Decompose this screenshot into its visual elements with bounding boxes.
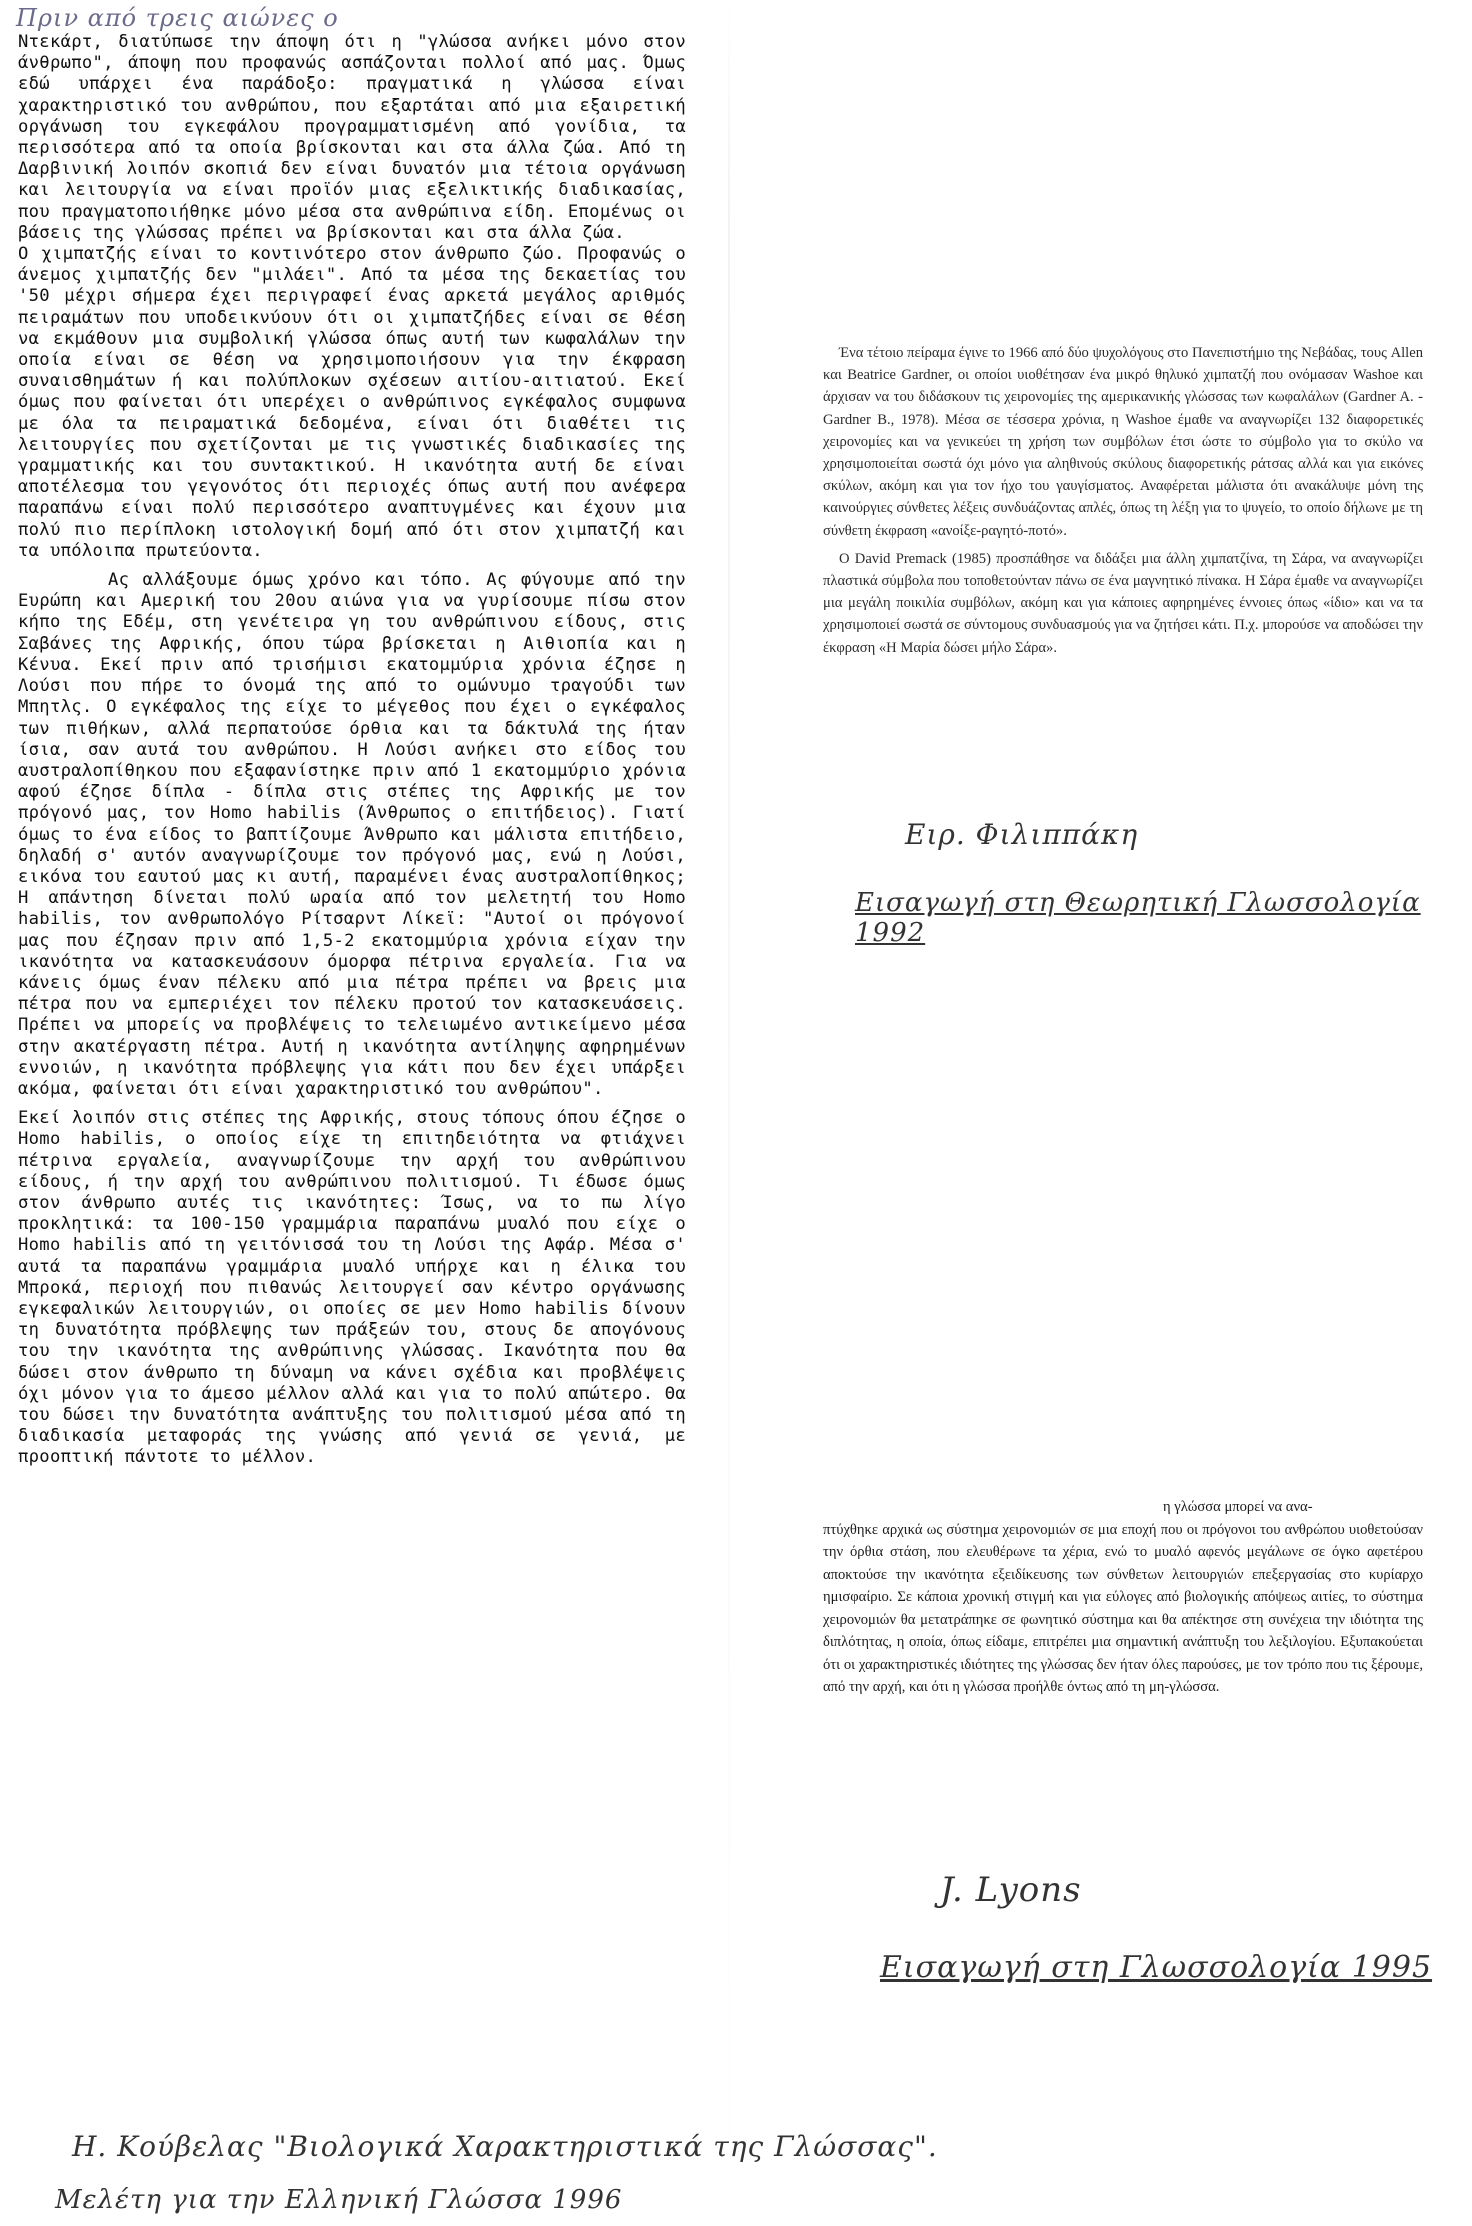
article-paragraph: Ας αλλάξουμε όμως χρόνο και τόπο. Ας φύγουμε από την Ευρώπη και Αμερική του 20ου αιώνα για να γυρίσουμε πίσω στον κήπο της Εδέμ, στη γενέτειρα γη του ανθρώπινου είδους, στις Σαβάνες της Αφρικής, όπου τώρα βρίσκεται η Αιθιοπία και η Κένυα. Εκεί πριν από τρισήμισι εκατομμύρια χρόνια έζησε η Λούσι που πήρε το όνομά της από το ομώνυμο τραγούδι των Μπητλς. Ο εγκέφαλος της είχε το μέγεθος που έχει ο εγκέφαλος των πιθήκων, αλλά περπατούσε όρθια και τα δάκτυλά της ήταν ίσια, σαν αυτά του ανθρώπου. Η Λούσι ανήκει στο είδος του αυστραλοπίθηκου που εξαφανίστηκε πριν από 1 εκατομμύριο χρόνια αφού έζησε δίπλα - δίπλα στις στέπες της Αφρικής με τον πρόγονό μας, τον Homo habilis (Άνθρωπος ο επιτήδειος). Γιατί όμως το ένα είδος το βαπτίζουμε Άνθρωπο και μάλιστα επιτήδειο, δηλαδή σ' αυτόν αναγνωρίζουμε τον πρόγονό μας, ενώ η Λούσι, εικόνα του εαυτού μας κι αυτή, παραμένει ένας αυστραλοπίθηκος; Η απάντηση δίνεται πολύ ωραία από τον μελετητή του Homo habilis, τον ανθρωπολόγο Ρίτσαρντ Λίκεϊ: "Αυτοί οι πρόγονοί μας που έζησαν πριν από 1,5-2 εκατομμύρια χρόνια είχαν την ικανότητα να κατασκευάσουν όμορφα πέτρινα εργαλεία. Για να κάνεις όμως έναν πέλεκυ από μια πέτρα πρέπει να βρεις μια πέτρα που να εμπεριέχει τον πέλεκυ προτού τον κατασκευάσεις. Πρέπει να μπορείς να προβλέψεις το τελειωμένο αντικείμενο μέσα στην ακατέργαστη πέτρα. Αυτή η ικανότητα αντίληψης αφηρημένων εννοιών, η ικανότητα πρόβλεψης για κάτι που δεν έχει υπάρξει ακόμα, φαίνεται ότι είναι χαρακτηριστικό του ανθρώπου". xyxy=(18,570,686,1099)
right-top-excerpt xyxy=(823,342,1423,659)
right-bottom-excerpt xyxy=(823,1496,1423,1699)
signature-author-2: J. Lyons xyxy=(940,1870,1082,1910)
excerpt-paragraph: Ο David Premack (1985) προσπάθησε να διδάξει μια άλλη χιμπατζίνα, τη Σάρα, να αναγνωρίζει πλαστικά σύμβολα που τοποθετούνταν πάνω σε ένα μαγνητικό πίνακα. Η Σάρα έμαθε να αναγνωρίζει μια μεγάλη ποικιλία συμβόλων, ακόμη και για κάποιες αφηρημένες έννοιες όπως «ίδιο» και να τα χρησιμοποιεί σωστά σε σύντομους συνδυασμούς για να ζητήσει κάτι. Π.χ. μπορούσε να αποδώσει την έκφραση «Η Μαρία δώσει μήλο Σάρα». xyxy=(823,550,1423,656)
article-paragraph: Ντεκάρτ, διατύπωσε την άποψη ότι η "γλώσσα ανήκει μόνο στον άνθρωπο", άποψη που προφανώς ασπάζονται πολλοί από μας. Όμως εδώ υπάρχει ένα παράδοξο: πραγματικά η γλώσσα είναι χαρακτηριστικό του ανθρώπου, που εξαρτάται από μια εξαιρετική οργάνωση του εγκεφάλου προγραμματισμένη από γονίδια, τα περισσότερα από τα οποία βρίσκονται και στα άλλα ζώα. Από τη Δαρβινική λοιπόν σκοπιά δεν είναι δυνατόν μια τέτοια οργάνωση και λειτουργία να είναι προϊόν μιας εξελικτικής διαδικασίας, που πραγματοποιήθηκε μόνο μέσα στα ανθρώπινα είδη. Επομένως οι βάσεις της γλώσσας πρέπει να βρίσκονται και στα άλλα ζώα. xyxy=(18,32,686,243)
left-column-article xyxy=(18,32,686,1469)
excerpt-lead: η γλώσσα μπορεί να ανα- xyxy=(1163,1499,1313,1515)
handwritten-citation-line-1: Η. Κούβελας "Βιολογικά Χαρακτηριστικά της Γλώσσας". xyxy=(72,2130,938,2163)
excerpt-body: πτύχθηκε αρχικά ως σύστημα χειρονομιών σε μια εποχή που οι πρόγονοι του ανθρώπου υιοθετούσαν την όρθια στάση, που ελευθέρωνε τα χέρια, ενώ το μυαλό αφενός μεγάλωνε σε όγκο αφετέρου αποκτούσε την ικανότητα εξειδίκευσης των σύνθετων λειτουργιών επεξεργασίας στο κυρίαρχο ημισφαίριο. Σε κάποια χρονική στιγμή και για εύλογες από βιολογικής απόψεως αιτίες, το σύστημα χειρονομιών θα μετατράπηκε σε φωνητικό σύστημα και θα απέκτησε στη συνέχεια την ιδιότητα της διπλότητας, η οποία, όπως είδαμε, επιτρέπει μια σημαντική ανάπτυξη του λεξιλογίου. Εξυπακούεται ότι οι χαρακτηριστικές ιδιότητες της γλώσσας δεν ήταν όλες παρούσες, με τον τρόπο που τις ξέρουμε, από την αρχή, και ότι η γλώσσα προήλθε όντως από τη μη-γλώσσα. xyxy=(823,1521,1423,1695)
excerpt-paragraph: Ένα τέτοιο πείραμα έγινε το 1966 από δύο ψυχολόγους στο Πανεπιστήμιο της Νεβάδας, τους Allen και Beatrice Gardner, οι οποίοι υιοθέτησαν ένα μικρό θηλυκό χιμπατζή που ονόμασαν Washoe και άρχισαν να του διδάσκουν τις χειρονομίες της αμερικανικής γλώσσας των κωφαλάλων (Gardner A. - Gardner B., 1978). Μέσα σε τέσσερα χρόνια, η Washoe έμαθε να αναγνωρίζει 132 διαφορετικές χειρονομίες και να γενικεύει τη χρήση των συμβόλων έτσι ώστε το σύμβολο για το σκύλο να χρησιμοποιείται σωστά όχι μόνο για αληθινούς σκύλους διαφορετικής ράτσας αλλά και για εικόνες σκύλων, ακόμη και για τον ήχο του γαυγίσματος. Αναφέρεται μάλιστα ότι ανακάλυψε μόνη της καινούργιες σύνθετες λέξεις συνδυάζοντας απλές, όπως τη λέξη για το ψυγείο, το οποίο δήλωνε με τη σύνθετη έκφραση «ανοίξε-ραγητό-ποτό». xyxy=(823,345,1423,539)
signature-author-1: Ειρ. Φιλιππάκη xyxy=(905,818,1139,851)
handwritten-margin-note: Πριν από τρεις αιώνες ο xyxy=(16,4,339,32)
signature-work-1: Εισαγωγή στη Θεωρητική Γλωσσολογία 1992 xyxy=(855,888,1421,948)
scan-page-fold xyxy=(728,0,730,2226)
article-paragraph: Εκεί λοιπόν στις στέπες της Αφρικής, στους τόπους όπου έζησε ο Homo habilis, ο οποίος είχε τη επιτηδειότητα να φτιάχνει πέτρινα εργαλεία, αναγνωρίζουμε την αρχή του ανθρώπινου είδους, ή την αρχή του ανθρώπινου πολιτισμού. Τι έδωσε όμως στον άνθρωπο αυτές τις ικανότητες: Ίσως, να το πω λίγο προκλητικά: τα 100-150 γραμμάρια παραπάνω μυαλό που είχε ο Homo habilis από τη γειτόνισσά του τη Λούσι της Αφάρ. Μέσα σ' αυτά τα παραπάνω γραμμάρια μυαλό υπήρχε και η έλικα του Μπροκά, περιοχή που πιθανώς λειτουργεί σαν κέντρο οργάνωσης εγκεφαλικών λειτουργιών, οι οποίες σε μεν Homo habilis δίνουν τη δυνατότητα πρόβλεψης των πράξεών του, στους δε απογόνους του την ικανότητα της ανθρώπινης γλώσσας. Ικανότητα που θα δώσει στον άνθρωπο τη δύναμη να κάνει σχέδια και προβλέψεις όχι μόνον για το άμεσο μέλλον αλλά και για το πολύ απώτερο. Θα του δώσει την δυνατότητα ανάπτυξης του πολιτισμού μέσα από τη διαδικασία μεταφοράς της γνώσης από γενιά σε γενιά, με προοπτική πάντοτε το μέλλον. xyxy=(18,1108,686,1468)
article-paragraph: Ο χιμπατζής είναι το κοντινότερο στον άνθρωπο ζώο. Προφανώς ο άνεμος χιμπατζής δεν "μιλάει". Από τα μέσα της δεκαετίας του '50 μέχρι σήμερα έχει περιγραφεί ένας αρκετά μεγάλος αριθμός πειραμάτων που υποδεικνύουν ότι οι χιμπατζήδες είναι σε θέση να εκμάθουν μια συμβολική γλώσσα όπως αυτή των κωφαλάλων την οποία είναι σε θέση να χρησιμοποιήσουν για την έκφραση συναισθημάτων ή και πολύπλοκων σχέσεων αιτίου-αιτιατού. Εκεί όμως που φαίνεται ότι υπερέχει ο ανθρώπινος εγκέφαλος συμφωνα με όλα τα πειραματικά δεδομένα, είναι ότι διαθέτει τις λειτουργίες που σχετίζονται με τις γνωστικές διαδικασίες της γραμματικής και του συντακτικού. Η ικανότητα αυτή δε είναι αποτέλεσμα του γεγονότος ότι περιοχές όπως αυτή που ανέφερα παραπάνω είναι πολύ περισσότερο αναπτυγμένες και έχουν μια πολύ πιο περίπλοκη ιστολογική δομή από ότι στον χιμπατζή και τα υπόλοιπα πρωτεύοντα. xyxy=(18,244,686,561)
handwritten-citation-line-2: Μελέτη για την Ελληνική Γλώσσα 1996 xyxy=(55,2185,623,2215)
signature-work-2: Εισαγωγή στη Γλωσσολογία 1995 xyxy=(880,1950,1433,1985)
